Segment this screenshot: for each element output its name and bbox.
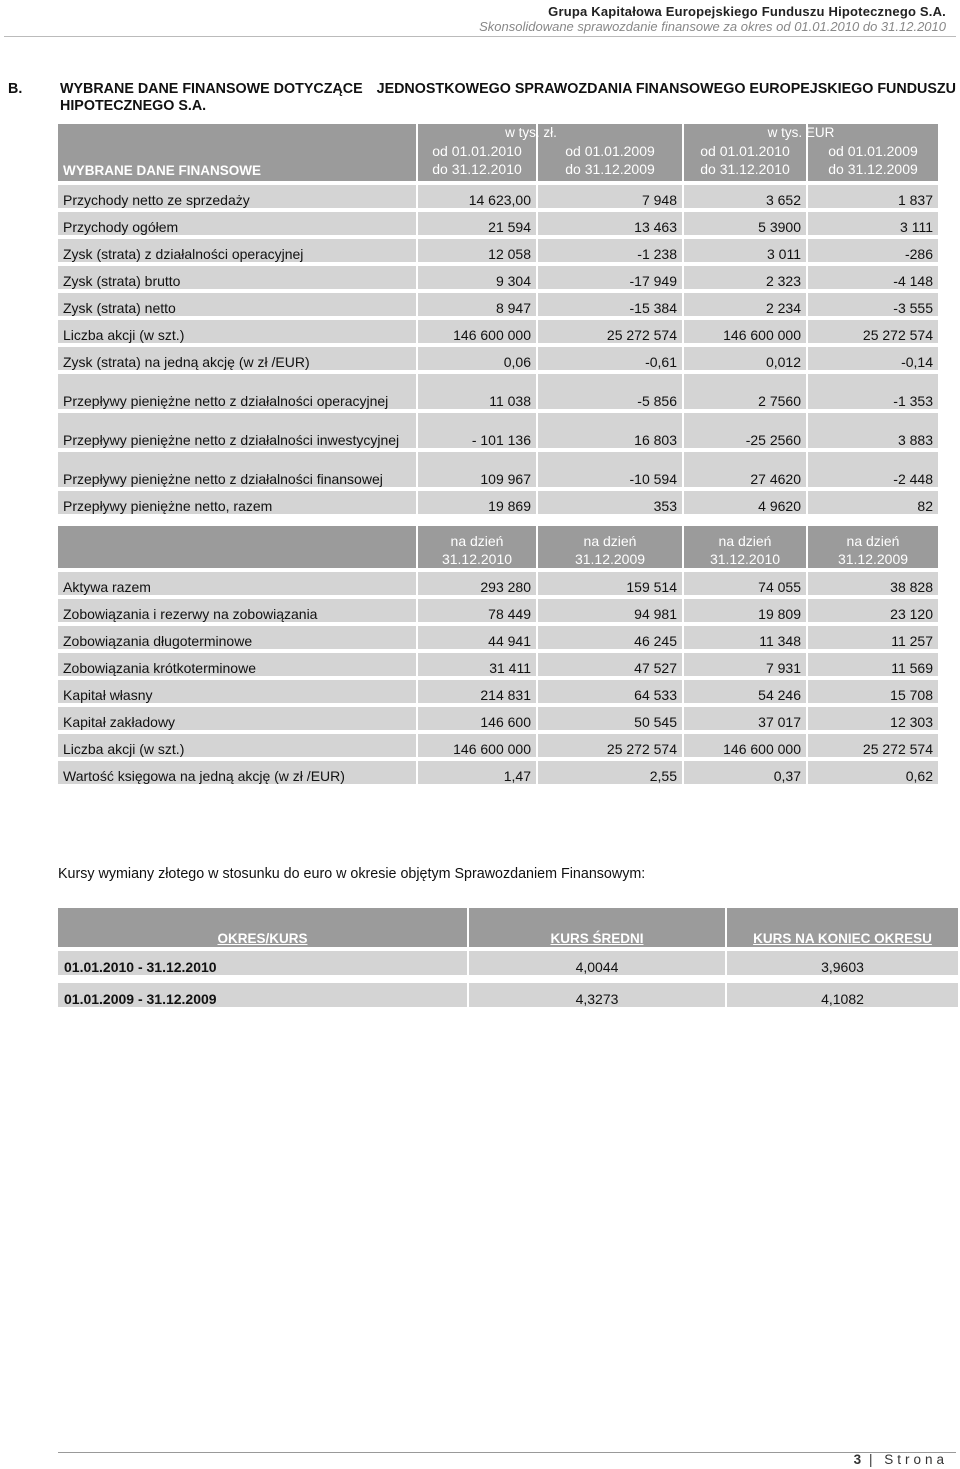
cell-value: 2,55 [536,761,682,788]
cell-value: 16 803 [536,413,682,452]
cell-value: 13 463 [536,212,682,239]
date-header [682,526,806,572]
cell-value: 64 533 [536,680,682,707]
row-label: Przepływy pieniężne netto z działalności operacyjnej [58,374,416,413]
table-row [58,680,938,707]
period-to: do 31.12.2010 [432,161,522,177]
cell-value: 82 [806,491,938,518]
cell-value: 159 514 [536,572,682,599]
cell-value: 46 245 [536,626,682,653]
date-header-b: 31.12.2009 [837,551,909,567]
cell-value: 44 941 [416,626,536,653]
date-header [536,526,682,572]
cell-value: 19 869 [416,491,536,518]
cell-value: 7 931 [682,653,806,680]
cell-value: -15 384 [536,293,682,320]
date-header-a: na dzień [450,533,504,549]
date-header-a: na dzień [718,533,772,549]
cell-value: 2 323 [682,266,806,293]
cell-value: 214 831 [416,680,536,707]
page-separator: | [868,1452,877,1467]
cell-value: 25 272 574 [806,320,938,347]
exchange-header: KURS NA KONIEC OKRESU [725,908,958,951]
table-row [58,347,938,374]
cell-value: 0,06 [416,347,536,374]
exchange-header: OKRES/KURS [58,908,467,951]
report-subtitle: Skonsolidowane sprawozdanie finansowe za okres od 01.01.2010 do 31.12.2010 [479,19,946,34]
period-to: do 31.12.2009 [828,161,918,177]
cell-value: 31 411 [416,653,536,680]
cell-value: 2 7560 [682,374,806,413]
date-header [806,526,938,572]
date-header [416,526,536,572]
exchange-row [58,983,958,1011]
row-label: Przepływy pieniężne netto z działalności inwestycyjnej [58,413,416,452]
exchange-header: KURS ŚREDNI [467,908,725,951]
date-header-b: 31.12.2009 [574,551,646,567]
page-word: Strona [884,1452,948,1467]
footer-divider [58,1452,956,1453]
row-label: Zysk (strata) z działalności operacyjnej [58,239,416,266]
cell-value: 3 652 [682,185,806,212]
exchange-avg: 4,3273 [467,983,725,1011]
cell-value: 78 449 [416,599,536,626]
date-header-b: 31.12.2010 [441,551,513,567]
cell-value: -1 353 [806,374,938,413]
period-header [682,124,835,185]
table-row [58,761,938,788]
section-title-c: HIPOTECZNEGO S.A. [60,98,207,114]
cell-value: 4 9620 [682,491,806,518]
cell-value: 37 017 [682,707,806,734]
cell-value: 11 038 [416,374,536,413]
cell-value: -2 448 [806,452,938,491]
table-row [58,734,938,761]
cell-value: 146 600 000 [682,734,806,761]
row-label: Kapitał zakładowy [58,707,416,734]
cell-value: 7 948 [536,185,682,212]
row-label: Przepływy pieniężne netto, razem [58,491,416,518]
row-label: Kapitał własny [58,680,416,707]
cell-value: 3 111 [806,212,938,239]
exchange-end: 3,9603 [725,951,958,983]
cell-value: 3 883 [806,413,938,452]
row-label: Zobowiązania i rezerwy na zobowiązania [58,599,416,626]
exchange-rates-intro: Kursy wymiany złotego w stosunku do euro w okresie objętym Sprawozdaniem Finansowym: [58,866,646,882]
cell-value: -3 555 [806,293,938,320]
cell-value: 109 967 [416,452,536,491]
cell-value: 25 272 574 [806,734,938,761]
period-from: od 01.01.2010 [432,143,522,159]
date-header-a: na dzień [846,533,900,549]
cell-value: 14 623,00 [416,185,536,212]
cell-value: - 101 136 [416,413,536,452]
row-label: Aktywa razem [58,572,416,599]
table-row [58,320,938,347]
cell-value: -17 949 [536,266,682,293]
cell-value: 1 837 [806,185,938,212]
cell-value: 25 272 574 [536,734,682,761]
row-label: Zysk (strata) netto [58,293,416,320]
cell-value: 12 303 [806,707,938,734]
row-label: Liczba akcji (w szt.) [58,734,416,761]
cell-value: 50 545 [536,707,682,734]
row-label: Przychody netto ze sprzedaży [58,185,416,212]
cell-value: -0,14 [806,347,938,374]
cell-value: 1,47 [416,761,536,788]
exchange-period: 01.01.2009 - 31.12.2009 [58,983,467,1011]
table-row [58,491,938,518]
cell-value: 0,62 [806,761,938,788]
unit-label: w tys. EUR [767,125,835,140]
cell-value: 293 280 [416,572,536,599]
page-header [479,4,946,34]
section-title-a: WYBRANE DANE FINANSOWE DOTYCZĄCE [60,81,363,97]
cell-value: 74 055 [682,572,806,599]
table-row [58,599,938,626]
cell-value: 0,012 [682,347,806,374]
section-title-b: JEDNOSTKOWEGO SPRAWOZDANIA FINANSOWEGO EUROPEJSKIEGO FUNDUSZU [376,81,956,97]
exchange-row [58,951,958,983]
table-title: WYBRANE DANE FINANSOWE [58,124,416,185]
cell-value: -10 594 [536,452,682,491]
row-label: Wartość księgowa na jedną akcję (w zł /EUR) [58,761,416,788]
cell-value: -5 856 [536,374,682,413]
cell-value: 27 4620 [682,452,806,491]
period-header [416,124,557,185]
cell-value: 146 600 000 [416,320,536,347]
cell-value: 11 348 [682,626,806,653]
table-row [58,374,938,413]
section-letter: B. [8,81,23,97]
row-label: Przychody ogółem [58,212,416,239]
date-header-a: na dzień [583,533,637,549]
cell-value: 19 809 [682,599,806,626]
table-row [58,266,938,293]
company-name: Grupa Kapitałowa Europejskiego Funduszu Hipotecznego S.A. [548,4,946,19]
row-label: Liczba akcji (w szt.) [58,320,416,347]
exchange-rates-table [58,908,958,1011]
cell-value: -0,61 [536,347,682,374]
exchange-end: 4,1082 [725,983,958,1011]
exchange-period: 01.01.2010 - 31.12.2010 [58,951,467,983]
cell-value: 12 058 [416,239,536,266]
cell-value: 5 3900 [682,212,806,239]
cell-value: 21 594 [416,212,536,239]
row-label: Zobowiązania długoterminowe [58,626,416,653]
period-to: do 31.12.2009 [565,161,655,177]
table-row [58,707,938,734]
cell-value: 23 120 [806,599,938,626]
header-divider [4,36,956,37]
cell-value: 11 569 [806,653,938,680]
table-row [58,185,938,212]
cell-value: 47 527 [536,653,682,680]
table-row [58,293,938,320]
cell-value: 353 [536,491,682,518]
page-footer [854,1452,948,1467]
cell-value: 9 304 [416,266,536,293]
table-row [58,452,938,491]
cell-value: -4 148 [806,266,938,293]
cell-value: 146 600 000 [416,734,536,761]
row-label: Zysk (strata) brutto [58,266,416,293]
cell-value: 8 947 [416,293,536,320]
unit-label: w tys. zł. [505,125,557,140]
period-from: od 01.01.2010 [700,143,790,159]
cell-value: 146 600 000 [682,320,806,347]
cell-value: 38 828 [806,572,938,599]
cell-value: 3 011 [682,239,806,266]
table-row [58,239,938,266]
cell-value: -1 238 [536,239,682,266]
cell-value: 2 234 [682,293,806,320]
cell-value: 0,37 [682,761,806,788]
period-from: od 01.01.2009 [828,143,918,159]
table-row [58,572,938,599]
period-to: do 31.12.2010 [700,161,790,177]
cell-value: 11 257 [806,626,938,653]
row-label: Zysk (strata) na jedną akcję (w zł /EUR) [58,347,416,374]
row-label: Przepływy pieniężne netto z działalności finansowej [58,452,416,491]
cell-value: 15 708 [806,680,938,707]
row-label: Zobowiązania krótkoterminowe [58,653,416,680]
table-row [58,653,938,680]
cell-value: 146 600 [416,707,536,734]
cell-value: -25 2560 [682,413,806,452]
financial-data-table [58,124,938,788]
cell-value: 94 981 [536,599,682,626]
date-header-b: 31.12.2010 [709,551,781,567]
table-row [58,212,938,239]
exchange-avg: 4,0044 [467,951,725,983]
period-from: od 01.01.2009 [565,143,655,159]
date-header-blank [58,526,416,572]
cell-value: 25 272 574 [536,320,682,347]
table-row [58,626,938,653]
table-row [58,413,938,452]
cell-value: -286 [806,239,938,266]
page-number: 3 [853,1452,862,1467]
cell-value: 54 246 [682,680,806,707]
